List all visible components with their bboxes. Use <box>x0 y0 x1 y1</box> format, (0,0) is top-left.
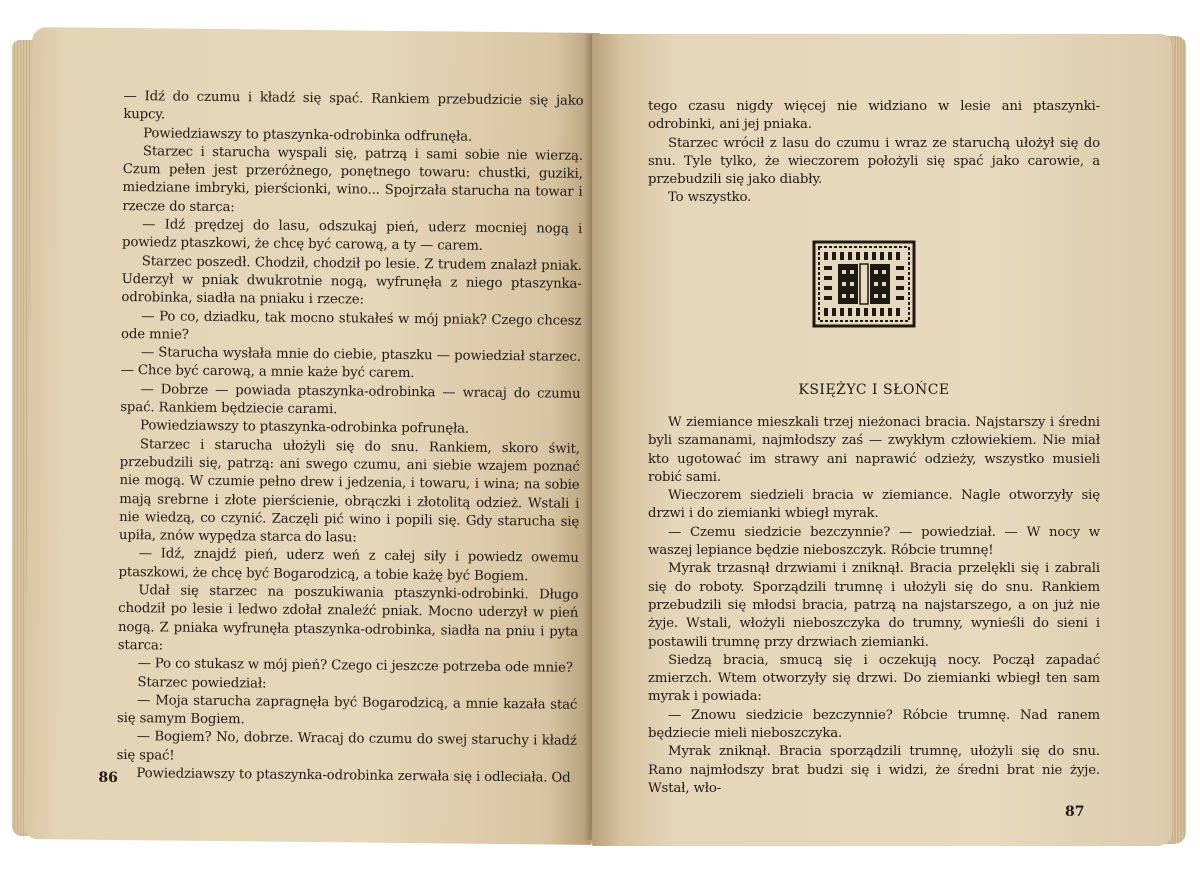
story-title: KSIĘŻYC I SŁOŃCE <box>798 382 950 398</box>
paragraph: — Po co stukasz w mój pień? Czego ci jeszcze potrzeba ode mnie? <box>137 656 573 676</box>
paragraph: — Idź, znajdź pień, uderz weń z całej siły i powiedz owemu ptaszkowi, że chcę być Bogarodzicą, a tobie każę być Bogiem. <box>118 546 579 584</box>
paragraph: — Idź do czumu i kładź się spać. Rankiem przebudzicie się jako kupcy. <box>123 89 584 123</box>
paragraph: To wszystko. <box>668 190 752 206</box>
paragraph: Siedzą bracia, smucą się i oczekują nocy. Począł zapadać zmierzch. Wtem otworzyły się drzwi. Do ziemianki wbiegł ten sam myrak i powiada: <box>648 652 1100 705</box>
page-number-right: 87 <box>1065 804 1085 820</box>
paragraph: Myrak zniknął. Bracia sporządzili trumnę, ułożyli się do snu. Rano najmłodszy brat budzi się i widzi, że średni brat nie żyje. Wstał, wło- <box>648 744 1100 796</box>
paragraph: — Moja starucha zapragnęła być Bogarodzicą, a mnie kazała stać się samym Bogiem. <box>116 692 578 728</box>
paragraph: tego czasu nigdy więcej nie widziano w lesie ani ptaszynki-odrobinki, ani jej pniaka. <box>648 99 1100 133</box>
right-page-top-text <box>648 98 1100 208</box>
paragraph: Udał się starzec na poszukiwania ptaszynki-odrobinki. Długo chodził po lesie i ledwo zdołał znaleźć pniak. Mocno uderzył w pień nogą. Z pniaka wyfrunęła ptaszynka-odrobinka, siadła na pniu i pyta starca: <box>117 583 579 654</box>
right-page <box>592 34 1172 846</box>
paragraph: — Dobrze — powiada ptaszynka-odrobinka — wracaj do czumu spać. Rankiem będziecie carami. <box>120 381 581 418</box>
left-page <box>24 27 600 845</box>
paragraph: Starzec i starucha ułożyli się do snu. Rankiem, skoro świt, przebudzili się, patrzą: ani swego czumu, ani siebie wzajem poznać nie mogą. W czumie pełno drew i jedzenia, i towaru, i wina; na sobie mają srebrne i złote pierścienie, obrączki i złotolitą odzież. Wstali i nie wiedzą, co czynić. Zaczęli pić wino i popili się. Gdy starucha się upiła, znów wypędza starca do lasu: <box>118 436 580 546</box>
paragraph: Wieczorem siedzieli bracia w ziemiance. Nagle otworzyły się drzwi i do ziemianki wbiegł myrak. <box>648 488 1100 522</box>
paragraph: — Bogiem? No, dobrze. Wracaj do czumu do swej staruchy i kładź się spać! <box>116 729 577 764</box>
paragraph: Powiedziawszy to ptaszynka-odrobinka zerwała się i odleciała. Od <box>136 766 571 786</box>
paragraph: — Po co, dziadku, tak mocno stukałeś w mój pniak? Czego chcesz ode mnie? <box>120 308 582 343</box>
paragraph: Powiedziawszy to ptaszynka-odrobinka odfrunęła. <box>143 125 473 145</box>
paragraph: Starzec i starucha wyspali się, patrzą i sami sobie nie wierzą. Czum pełen jest przeróżnego, ponętnego towaru: chustki, guziki, miedziane imbryki, pierścionki, wino... Spojrzała starucha na towar i rzecze do starca: <box>122 144 584 215</box>
paragraph: W ziemiance mieszkali trzej nieżonaci bracia. Najstarszy i średni byli szamanami, najmłodszy zaś — zwykłym człowiekiem. Nie miał kto ugotować im strawy ani naprawić odzieży, wszystko musieli robić sami. <box>648 415 1100 485</box>
paragraph: Starzec powiedział: <box>137 674 267 692</box>
page-number-left: 86 <box>98 769 118 786</box>
paragraph: — Starucha wysłała mnie do ciebie, ptaszku — powiedział starzec. — Chce być carową, a mnie każe być carem. <box>120 345 581 382</box>
decorative-square-ornament-icon <box>812 240 916 332</box>
left-page-text <box>116 88 583 788</box>
paragraph: Myrak trzasnął drzwiami i zniknął. Bracia przelękli się i zabrali się do roboty. Sporządzili trumnę i ułożyli się do snu. Rankiem przebudzili się młodsi bracia, patrzą na najstarszego, a on już nie żyje. Wstali, włożyli nieboszczyka do trumny, wynieśli do sieni i postawili trumnę przy drzwiach ziemianki. <box>648 561 1100 650</box>
paragraph: — Czemu siedzicie bezczynnie? — powiedział. — W nocy w waszej lepiance będzie nieboszczyk. Róbcie trumnę! <box>648 524 1100 559</box>
right-page-body-text <box>648 414 1100 798</box>
paragraph: — Znowu siedzicie bezczynnie? Róbcie trumnę. Nad ranem będziecie mieli nieboszczyka. <box>648 707 1100 742</box>
paragraph: Starzec wrócił z lasu do czumu i wraz ze staruchą ułożył się do snu. Tyle tylko, że wieczorem położyli się spać jako carowie, a przebudzili się jako diabły. <box>648 135 1100 188</box>
paragraph: Starzec poszedł. Chodził, chodził po lesie. Z trudem znalazł pniak. Uderzył w pniak dwukrotnie nogą, wyfrunęła z niego ptaszynka-odrobinka, siadła na pniaku i rzecze: <box>121 253 582 308</box>
paragraph: — Idź prędzej do lasu, odszukaj pień, uderz mocniej nogą i powiedz ptaszkowi, że chcę być carową, a ty — carem. <box>121 217 583 255</box>
paragraph: Powiedziawszy to ptaszynka-odrobinka pofrunęła. <box>140 418 470 437</box>
